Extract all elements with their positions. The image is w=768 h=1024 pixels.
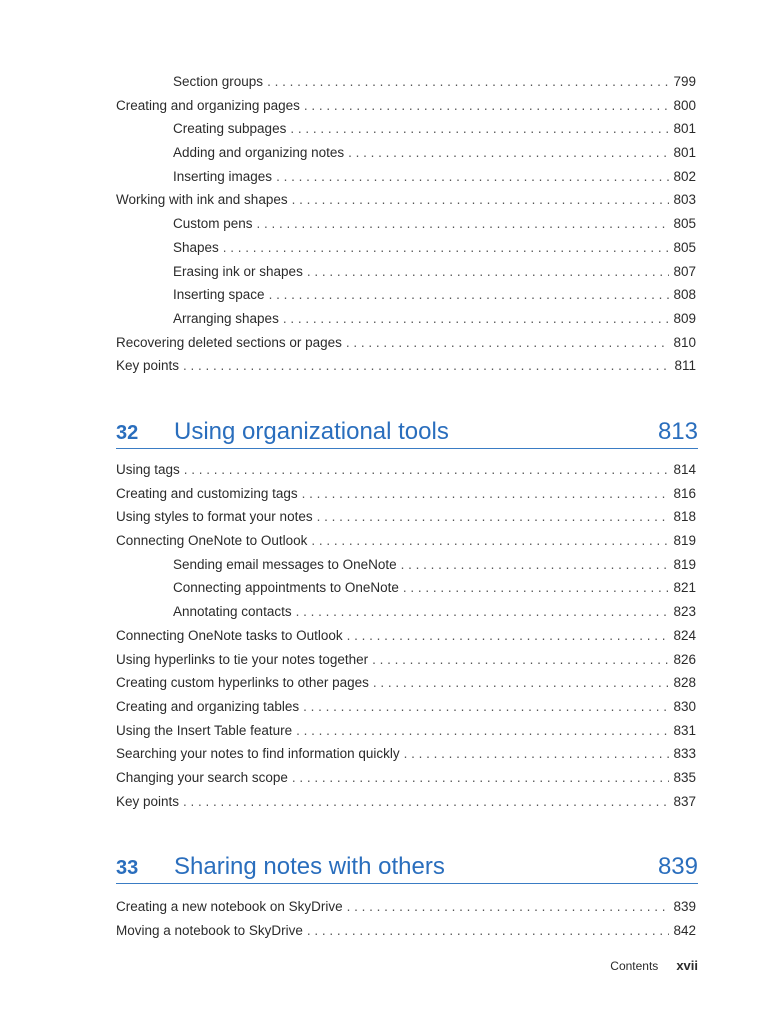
dot-leader xyxy=(347,895,669,919)
toc-entry[interactable] xyxy=(116,553,696,577)
footer-label: Contents xyxy=(610,959,659,973)
toc-entry-page-number: 826 xyxy=(673,651,696,667)
toc-entry-title: Using hyperlinks to tie your notes together xyxy=(116,651,369,667)
toc-entry-title: Creating a new notebook on SkyDrive xyxy=(116,899,343,914)
toc-entry-title: Creating and organizing pages xyxy=(116,97,300,113)
toc-entry-page-number: 837 xyxy=(673,793,696,809)
toc-entry-page-number: 839 xyxy=(673,899,696,914)
dot-leader xyxy=(373,671,669,695)
chapter-heading-33[interactable] xyxy=(116,849,698,884)
toc-entry-title: Creating custom hyperlinks to other pages xyxy=(116,675,369,691)
toc-entry[interactable] xyxy=(116,719,696,743)
toc-entry-title: Using tags xyxy=(116,462,180,477)
dot-leader xyxy=(267,70,669,94)
toc-entry[interactable] xyxy=(116,188,696,212)
toc-entry-title: Arranging shapes xyxy=(173,310,279,326)
toc-entry-page-number: 800 xyxy=(673,97,696,113)
toc-section-a xyxy=(116,70,696,378)
dot-leader xyxy=(303,695,669,719)
toc-entry-title: Connecting OneNote to Outlook xyxy=(116,533,308,549)
toc-entry[interactable] xyxy=(116,458,696,482)
toc-entry-page-number: 823 xyxy=(673,604,696,620)
toc-entry-title: Key points xyxy=(116,793,180,809)
toc-entry-title: Annotating contacts xyxy=(173,604,292,620)
toc-entry-title: Searching your notes to find information quickly xyxy=(116,746,400,762)
dot-leader xyxy=(403,576,669,600)
toc-entry-page-number: 818 xyxy=(673,509,696,525)
toc-entry-title: Erasing ink or shapes xyxy=(173,263,303,279)
toc-entry-page-number: 801 xyxy=(673,121,696,137)
toc-entry[interactable] xyxy=(116,70,696,94)
toc-entry-title: Connecting appointments to OneNote xyxy=(173,580,399,596)
toc-entry[interactable] xyxy=(116,624,696,648)
toc-entry-title: Key points xyxy=(116,358,180,374)
toc-entry[interactable] xyxy=(116,260,696,284)
toc-entry-page-number: 811 xyxy=(674,358,696,374)
toc-entry[interactable] xyxy=(116,895,696,919)
dot-leader xyxy=(292,766,669,790)
toc-entry[interactable] xyxy=(116,600,696,624)
toc-entry[interactable] xyxy=(116,354,696,378)
toc-section-b xyxy=(116,458,696,813)
toc-entry-page-number: 830 xyxy=(673,698,696,714)
toc-entry[interactable] xyxy=(116,141,696,165)
dot-leader xyxy=(346,331,669,355)
toc-entry[interactable] xyxy=(116,648,696,672)
toc-entry[interactable] xyxy=(116,919,696,943)
toc-entry-title: Working with ink and shapes xyxy=(116,192,288,208)
toc-entry-title: Using styles to format your notes xyxy=(116,509,313,525)
toc-entry-title: Moving a notebook to SkyDrive xyxy=(116,922,303,938)
toc-entry[interactable] xyxy=(116,236,696,260)
dot-leader xyxy=(296,600,669,624)
toc-entry[interactable] xyxy=(116,307,696,331)
dot-leader xyxy=(348,141,669,165)
toc-entry-page-number: 802 xyxy=(673,168,696,184)
toc-entry[interactable] xyxy=(116,576,696,600)
toc-entry-title: Inserting images xyxy=(173,168,273,184)
dot-leader xyxy=(372,648,669,672)
toc-entry-page-number: 801 xyxy=(673,145,696,161)
dot-leader xyxy=(223,236,669,260)
dot-leader xyxy=(283,307,669,331)
toc-entry-page-number: 816 xyxy=(673,485,696,501)
toc-entry[interactable] xyxy=(116,790,696,814)
dot-leader xyxy=(183,354,669,378)
toc-entry[interactable] xyxy=(116,529,696,553)
dot-leader xyxy=(304,94,669,118)
toc-entry-page-number: 842 xyxy=(673,922,696,938)
dot-leader xyxy=(307,919,669,943)
toc-entry-title: Connecting OneNote tasks to Outlook xyxy=(116,627,343,643)
toc-entry-title: Adding and organizing notes xyxy=(173,145,345,161)
chapter-title: Sharing notes with others xyxy=(174,853,445,880)
toc-entry-page-number: 814 xyxy=(673,462,696,477)
dot-leader xyxy=(292,188,669,212)
toc-entry-page-number: 833 xyxy=(673,746,696,762)
dot-leader xyxy=(311,529,669,553)
toc-entry[interactable] xyxy=(116,742,696,766)
toc-entry-title: Creating and customizing tags xyxy=(116,485,298,501)
toc-entry-title: Inserting space xyxy=(173,287,265,303)
toc-entry-title: Creating subpages xyxy=(173,121,287,137)
toc-section-c xyxy=(116,895,696,942)
toc-entry-title: Custom pens xyxy=(173,216,253,232)
toc-entry-title: Shapes xyxy=(173,239,219,255)
toc-entry-title: Section groups xyxy=(173,74,264,89)
toc-entry[interactable] xyxy=(116,482,696,506)
toc-entry-title: Creating and organizing tables xyxy=(116,698,300,714)
toc-entry[interactable] xyxy=(116,165,696,189)
toc-entry[interactable] xyxy=(116,671,696,695)
toc-entry[interactable] xyxy=(116,505,696,529)
toc-entry-title: Changing your search scope xyxy=(116,769,288,785)
toc-entry[interactable] xyxy=(116,94,696,118)
dot-leader xyxy=(296,719,669,743)
toc-entry-title: Using the Insert Table feature xyxy=(116,722,293,738)
dot-leader xyxy=(257,212,669,236)
toc-entry[interactable] xyxy=(116,695,696,719)
dot-leader xyxy=(317,505,669,529)
chapter-page-number: 813 xyxy=(657,418,698,445)
dot-leader xyxy=(269,283,669,307)
toc-entry-page-number: 809 xyxy=(673,310,696,326)
toc-entry-page-number: 803 xyxy=(673,192,696,208)
toc-entry-page-number: 819 xyxy=(673,533,696,549)
toc-entry-page-number: 835 xyxy=(673,769,696,785)
dot-leader xyxy=(404,742,669,766)
toc-entry-page-number: 810 xyxy=(673,334,696,350)
toc-entry-page-number: 821 xyxy=(673,580,696,596)
toc-entry[interactable] xyxy=(116,117,696,141)
toc-entry-page-number: 831 xyxy=(673,722,696,738)
toc-entry[interactable] xyxy=(116,212,696,236)
footer-page-number: xvii xyxy=(676,958,698,973)
dot-leader xyxy=(276,165,669,189)
toc-entry-page-number: 828 xyxy=(673,675,696,691)
dot-leader xyxy=(401,553,669,577)
chapter-number: 32 xyxy=(116,422,139,444)
toc-entry[interactable] xyxy=(116,766,696,790)
chapter-number: 33 xyxy=(116,857,139,879)
toc-entry-page-number: 805 xyxy=(673,239,696,255)
page-footer xyxy=(610,958,698,978)
dot-leader xyxy=(307,260,669,284)
toc-entry[interactable] xyxy=(116,331,696,355)
toc-entry-page-number: 808 xyxy=(673,287,696,303)
toc-entry-page-number: 824 xyxy=(673,627,696,643)
toc-entry-page-number: 807 xyxy=(673,263,696,279)
toc-entry-page-number: 819 xyxy=(673,556,696,572)
toc-entry-title: Sending email messages to OneNote xyxy=(173,556,397,572)
dot-leader xyxy=(347,624,669,648)
toc-entry-title: Recovering deleted sections or pages xyxy=(116,334,342,350)
toc-entry[interactable] xyxy=(116,283,696,307)
dot-leader xyxy=(290,117,669,141)
toc-entry-page-number: 805 xyxy=(673,216,696,232)
dot-leader xyxy=(183,790,669,814)
chapter-heading-32[interactable] xyxy=(116,414,698,449)
chapter-title: Using organizational tools xyxy=(174,418,449,445)
toc-entry-page-number: 799 xyxy=(673,74,696,89)
dot-leader xyxy=(184,458,669,482)
chapter-page-number: 839 xyxy=(657,853,698,880)
dot-leader xyxy=(302,482,669,506)
